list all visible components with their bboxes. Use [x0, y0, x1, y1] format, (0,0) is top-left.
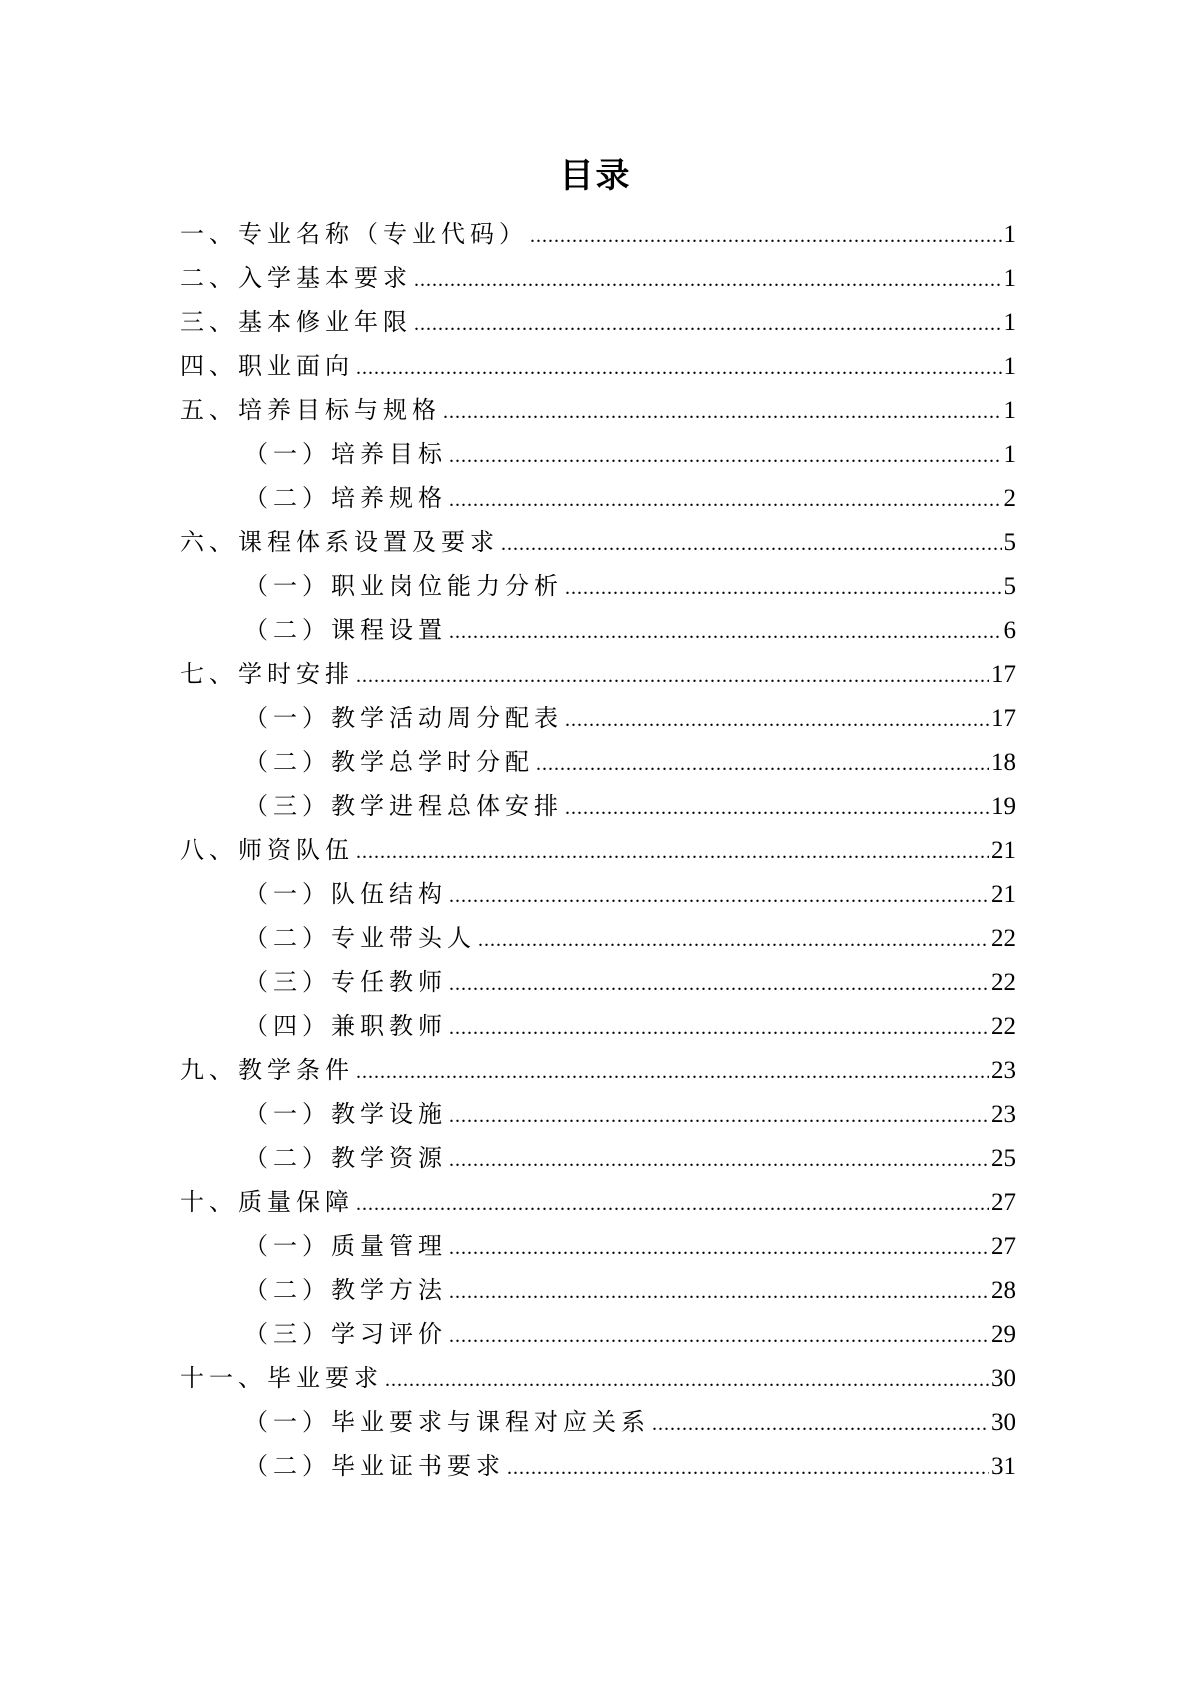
toc-entry-label: （二）教学方法	[244, 1276, 447, 1304]
toc-list	[180, 212, 1016, 1488]
toc-page-number: 2	[1003, 485, 1016, 512]
toc-page-number: 27	[991, 1233, 1016, 1260]
toc-dot-leader	[565, 786, 989, 830]
toc-dot-leader	[449, 478, 1002, 522]
toc-dot-leader	[449, 434, 1002, 478]
toc-dot-leader	[507, 1446, 989, 1490]
toc-page-number: 5	[1003, 529, 1016, 556]
toc-entry[interactable]	[180, 344, 1016, 388]
toc-entry[interactable]	[180, 1136, 1016, 1180]
toc-page-number: 6	[1003, 617, 1016, 644]
toc-entry[interactable]	[180, 696, 1016, 740]
toc-entry-label: 一、专业名称（专业代码）	[180, 220, 528, 248]
toc-dot-leader	[565, 698, 989, 742]
toc-entry[interactable]	[180, 212, 1016, 256]
toc-entry-label: （二）课程设置	[244, 616, 447, 644]
toc-entry-label: （二）教学资源	[244, 1144, 447, 1172]
toc-dot-leader	[356, 346, 1002, 390]
toc-entry[interactable]	[180, 1180, 1016, 1224]
toc-dot-leader	[478, 918, 989, 962]
toc-dot-leader	[536, 742, 989, 786]
toc-dot-leader	[449, 874, 989, 918]
toc-entry[interactable]	[180, 1268, 1016, 1312]
toc-dot-leader	[449, 1226, 989, 1270]
toc-page-number: 22	[991, 969, 1016, 996]
toc-page-number: 17	[991, 705, 1016, 732]
toc-entry[interactable]	[180, 432, 1016, 476]
toc-entry-label: （一）毕业要求与课程对应关系	[244, 1408, 650, 1436]
toc-dot-leader	[565, 566, 1002, 610]
toc-page-number: 23	[991, 1101, 1016, 1128]
toc-page-number: 21	[991, 881, 1016, 908]
toc-entry-label: 七、学时安排	[180, 660, 354, 688]
toc-entry-label: （一）教学设施	[244, 1100, 447, 1128]
toc-page-number: 28	[991, 1277, 1016, 1304]
toc-page-number: 17	[991, 661, 1016, 688]
toc-entry-label: （三）专任教师	[244, 968, 447, 996]
toc-page-number: 5	[1003, 573, 1016, 600]
toc-entry[interactable]	[180, 1400, 1016, 1444]
toc-entry[interactable]	[180, 1444, 1016, 1488]
toc-entry[interactable]	[180, 1092, 1016, 1136]
toc-page-number: 21	[991, 837, 1016, 864]
toc-entry[interactable]	[180, 1312, 1016, 1356]
toc-dot-leader	[356, 1050, 989, 1094]
toc-page-number: 29	[991, 1321, 1016, 1348]
toc-page-number: 23	[991, 1057, 1016, 1084]
toc-entry[interactable]	[180, 608, 1016, 652]
toc-entry[interactable]	[180, 300, 1016, 344]
toc-dot-leader	[449, 962, 989, 1006]
toc-dot-leader	[449, 610, 1002, 654]
toc-dot-leader	[449, 1006, 989, 1050]
toc-entry[interactable]	[180, 256, 1016, 300]
toc-page-number: 31	[991, 1453, 1016, 1480]
toc-entry-label: 十、质量保障	[180, 1188, 354, 1216]
toc-entry[interactable]	[180, 872, 1016, 916]
toc-page-number: 19	[991, 793, 1016, 820]
toc-entry-label: （一）职业岗位能力分析	[244, 572, 563, 600]
toc-entry-label: （四）兼职教师	[244, 1012, 447, 1040]
toc-entry[interactable]	[180, 916, 1016, 960]
toc-dot-leader	[414, 258, 1002, 302]
toc-entry[interactable]	[180, 652, 1016, 696]
toc-entry[interactable]	[180, 740, 1016, 784]
toc-entry-label: （二）教学总学时分配	[244, 748, 534, 776]
toc-entry-label: 八、师资队伍	[180, 836, 354, 864]
toc-entry[interactable]	[180, 564, 1016, 608]
toc-page-number: 1	[1003, 353, 1016, 380]
toc-entry[interactable]	[180, 828, 1016, 872]
toc-dot-leader	[449, 1270, 989, 1314]
toc-page-number: 25	[991, 1145, 1016, 1172]
toc-entry-label: 六、课程体系设置及要求	[180, 528, 499, 556]
toc-entry-label: （二）毕业证书要求	[244, 1452, 505, 1480]
toc-entry-label: （三）教学进程总体安排	[244, 792, 563, 820]
toc-entry-label: 三、基本修业年限	[180, 308, 412, 336]
toc-page-number: 22	[991, 1013, 1016, 1040]
toc-entry[interactable]	[180, 1356, 1016, 1400]
toc-dot-leader	[449, 1314, 989, 1358]
toc-entry-label: （一）质量管理	[244, 1232, 447, 1260]
toc-entry[interactable]	[180, 960, 1016, 1004]
toc-entry-label: 十一、毕业要求	[180, 1364, 383, 1392]
toc-page-number: 1	[1003, 265, 1016, 292]
toc-entry[interactable]	[180, 1004, 1016, 1048]
toc-entry-label: 二、入学基本要求	[180, 264, 412, 292]
toc-dot-leader	[385, 1358, 989, 1402]
toc-page-number: 22	[991, 925, 1016, 952]
toc-dot-leader	[449, 1138, 989, 1182]
toc-dot-leader	[501, 522, 1002, 566]
toc-title: 目录	[559, 156, 632, 196]
toc-page-number: 1	[1003, 221, 1016, 248]
toc-page-number: 1	[1003, 397, 1016, 424]
toc-dot-leader	[530, 214, 1002, 258]
toc-entry-label: （一）培养目标	[244, 440, 447, 468]
toc-page-number: 30	[991, 1409, 1016, 1436]
toc-page-number: 18	[991, 749, 1016, 776]
toc-entry-label: 四、职业面向	[180, 352, 354, 380]
toc-entry-label: （三）学习评价	[244, 1320, 447, 1348]
toc-entry[interactable]	[180, 1224, 1016, 1268]
toc-entry[interactable]	[180, 520, 1016, 564]
toc-entry[interactable]	[180, 388, 1016, 432]
toc-dot-leader	[356, 654, 989, 698]
toc-dot-leader	[443, 390, 1002, 434]
toc-page-number: 30	[991, 1365, 1016, 1392]
toc-entry-label: （二）培养规格	[244, 484, 447, 512]
toc-dot-leader	[356, 1182, 989, 1226]
toc-page-number: 1	[1003, 441, 1016, 468]
toc-page-number: 27	[991, 1189, 1016, 1216]
toc-entry-label: （一）队伍结构	[244, 880, 447, 908]
toc-entry[interactable]	[180, 1048, 1016, 1092]
toc-entry-label: （二）专业带头人	[244, 924, 476, 952]
toc-entry-label: 九、教学条件	[180, 1056, 354, 1084]
toc-entry[interactable]	[180, 476, 1016, 520]
toc-entry-label: 五、培养目标与规格	[180, 396, 441, 424]
toc-entry-label: （一）教学活动周分配表	[244, 704, 563, 732]
toc-dot-leader	[356, 830, 989, 874]
toc-dot-leader	[652, 1402, 989, 1446]
toc-entry[interactable]	[180, 784, 1016, 828]
toc-page-number: 1	[1003, 309, 1016, 336]
toc-dot-leader	[414, 302, 1002, 346]
toc-dot-leader	[449, 1094, 989, 1138]
